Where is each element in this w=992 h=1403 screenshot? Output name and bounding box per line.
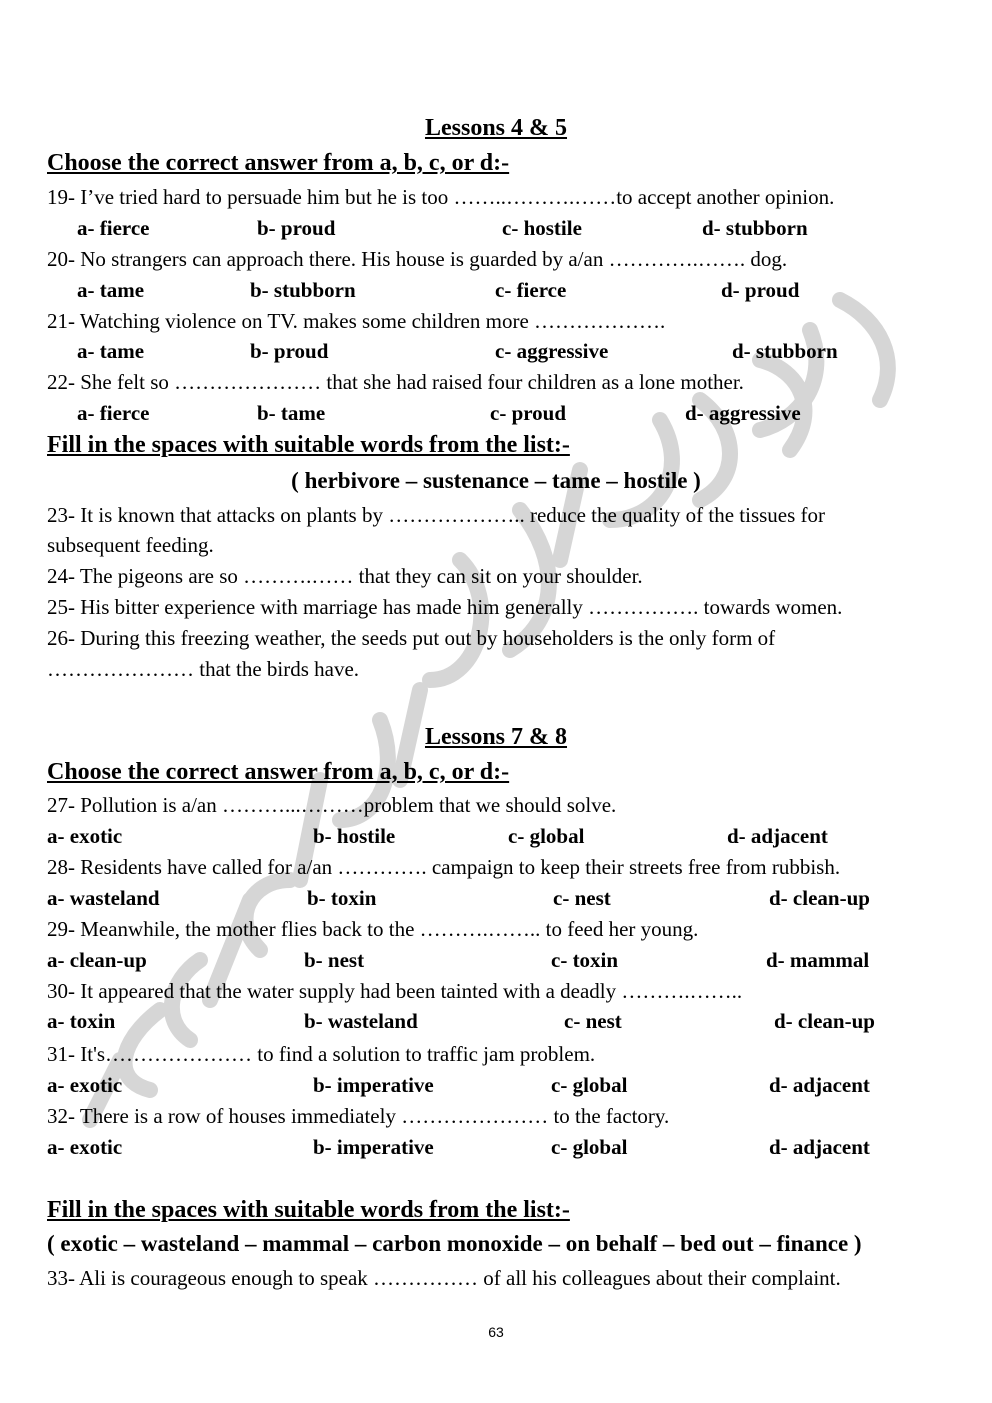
option-a: a- fierce xyxy=(77,216,150,240)
option-a: a- wasteland xyxy=(47,886,160,910)
option-a: a- toxin xyxy=(47,1009,116,1033)
option-b: b- tame xyxy=(257,401,326,425)
section-title-lessons-4-5: Lessons 4 & 5 xyxy=(424,115,568,141)
fill-line: 23- It is known that attacks on plants by ……………….. reduce the quality of the tissues for xyxy=(47,503,826,527)
option-c: c- global xyxy=(508,824,585,848)
option-c: c- nest xyxy=(564,1009,622,1033)
choose-heading: Choose the correct answer from a, b, c, or d:- xyxy=(47,150,510,176)
option-d: d- adjacent xyxy=(769,1073,870,1097)
option-a: a- fierce xyxy=(77,401,150,425)
fill-heading: Fill in the spaces with suitable words from the list:- xyxy=(47,432,570,458)
question-28: 28- Residents have called for a/an …………. campaign to keep their streets free from rubbish. xyxy=(47,855,841,879)
option-d: d- aggressive xyxy=(685,401,801,425)
option-b: b- imperative xyxy=(313,1135,434,1159)
option-b: b- imperative xyxy=(313,1073,434,1097)
question-21: 21- Watching violence on TV. makes some children more ………………. xyxy=(47,309,666,333)
option-b: b- wasteland xyxy=(304,1009,418,1033)
option-d: d- clean-up xyxy=(774,1009,875,1033)
option-a: a- exotic xyxy=(47,824,123,848)
option-b: b- proud xyxy=(257,216,336,240)
option-c: c- toxin xyxy=(551,948,619,972)
fill-line: 25- His bitter experience with marriage has made him generally ……………. towards women. xyxy=(47,595,843,619)
question-20: 20- No strangers can approach there. His house is guarded by a/an ………….……. dog. xyxy=(47,247,788,271)
question-30: 30- It appeared that the water supply had been tainted with a deadly ……….…….. xyxy=(47,979,743,1003)
option-c: c- aggressive xyxy=(495,339,609,363)
option-d: d- adjacent xyxy=(727,824,828,848)
choose-heading: Choose the correct answer from a, b, c, or d:- xyxy=(47,759,510,785)
option-c: c- hostile xyxy=(502,216,582,240)
fill-line: subsequent feeding. xyxy=(47,533,214,557)
question-19: 19- I’ve tried hard to persuade him but he is too ……..……….……to accept another opinion. xyxy=(47,185,835,209)
option-b: b- toxin xyxy=(307,886,377,910)
fill-line: 24- The pigeons are so ……….…… that they can sit on your shoulder. xyxy=(47,564,643,588)
option-c: c- proud xyxy=(490,401,567,425)
section-title-lessons-7-8: Lessons 7 & 8 xyxy=(424,724,568,750)
question-27: 27- Pollution is a/an ………...………problem that we should solve. xyxy=(47,793,617,817)
question-32: 32- There is a row of houses immediately ………………… to the factory. xyxy=(47,1104,670,1128)
option-d: d- stubborn xyxy=(702,216,808,240)
option-c: c- global xyxy=(551,1135,628,1159)
option-b: b- nest xyxy=(304,948,365,972)
fill-line: 26- During this freezing weather, the seeds put out by householders is the only form of xyxy=(47,626,776,650)
question-29: 29- Meanwhile, the mother flies back to the ……….…….. to feed her young. xyxy=(47,917,699,941)
option-c: c- nest xyxy=(553,886,611,910)
option-d: d- adjacent xyxy=(769,1135,870,1159)
option-a: a- exotic xyxy=(47,1073,123,1097)
word-list: ( herbivore – sustenance – tame – hostile ) xyxy=(291,468,701,493)
option-c: c- global xyxy=(551,1073,628,1097)
option-a: a- clean-up xyxy=(47,948,147,972)
option-b: b- hostile xyxy=(313,824,396,848)
option-b: b- proud xyxy=(250,339,329,363)
option-d: d- mammal xyxy=(766,948,870,972)
question-22: 22- She felt so ………………… that she had raised four children as a lone mother. xyxy=(47,370,744,394)
option-a: a- tame xyxy=(77,278,145,302)
word-list: ( exotic – wasteland – mammal – carbon monoxide – on behalf – bed out – finance ) xyxy=(47,1231,862,1256)
question-31: 31- It's………………… to find a solution to traffic jam problem. xyxy=(47,1042,596,1066)
option-a: a- tame xyxy=(77,339,145,363)
option-c: c- fierce xyxy=(495,278,567,302)
fill-heading: Fill in the spaces with suitable words from the list:- xyxy=(47,1197,570,1223)
fill-line: 33- Ali is courageous enough to speak …………… of all his colleagues about their complaint. xyxy=(47,1266,841,1290)
option-d: d- proud xyxy=(721,278,800,302)
option-d: d- clean-up xyxy=(769,886,870,910)
option-b: b- stubborn xyxy=(250,278,356,302)
option-a: a- exotic xyxy=(47,1135,123,1159)
fill-line: ………………… that the birds have. xyxy=(47,657,360,681)
page-number: 63 xyxy=(488,1324,504,1340)
option-d: d- stubborn xyxy=(732,339,838,363)
